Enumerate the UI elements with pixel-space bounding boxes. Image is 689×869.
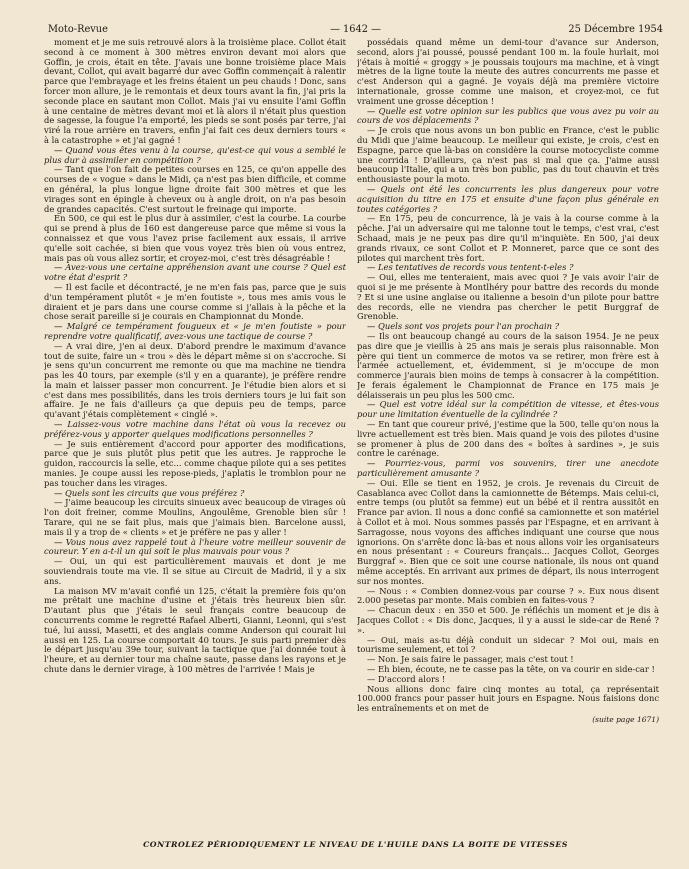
paragraph: moment et je me suis retrouvé alors à la troisième place. Collot était second à ce moment à 300 mètres environ devant moi alors que Goffin, je crois, était en tête. J'avais une bonne troisième place Mais devant, Collot, qui avait bagarré dur avec Goffin commençait à ralentir parce que l'embrayage et les freins étaient un peu chauds ! Donc, sans forcer mon allure, je le remontais et deux tours avant la fin, j'ai pris la seconde place en sautant mon Collot. Mais j'ai vu ensuite l'ami Goffin à une centaine de mètres devant moi et là alors il n'était plus question de sagesse, la fougue l'a emporté, les pieds se sont posés par terre, j'ai viré la roue arrière en travers, enfin j'ai fait ces deux derniers tours « à la catastrophe » et j'ai gagné ! bbox=[44, 38, 346, 145]
interview-question: — Vous nous avez rappelé tout à l'heure votre meilleur souvenir de coureur. Y en a-t-il un qui soit le plus mauvais pour vous ? bbox=[44, 536, 346, 557]
right-column bbox=[357, 38, 659, 824]
interview-question: — Laissez-vous votre machine dans l'état où vous la recevez ou préférez-vous y apporter quelques modifications personnelles ? bbox=[44, 419, 346, 439]
paragraph: — En 175, peu de concurrence, là je vais à la course comme à la pêche. J'ai un adversaire qui me talonne tout le temps, c'est vrai, c'est Schaad, mais je ne peux pas dire qu'il m'inquiète. En 500, j'ai deux grands rivaux, ce sont Collot et P. Monneret, parce que ce sont des pilotes qui marchent très fort. bbox=[357, 213, 659, 263]
paragraph: — Je crois que nous avons un bon public en France, c'est le public du Midi que j'aime beaucoup. Le meilleur qui existe, je crois, c'est en Espagne, parce que là-bas on considère la course motocycliste comme une corrida ! D'ailleurs, ça n'est pas si mal que ça. J'aime aussi beaucoup l'Italie, qui a un très bon public, pas du tout chauvin et très enthousiaste pour la moto. bbox=[357, 125, 659, 185]
paragraph: — J'aime beaucoup les circuits sinueux avec beaucoup de virages où l'on doit freiner, comme Moulins, Angoulême, Grenoble bien sûr ! Tarare, qui ne se fait plus, mais que j'aimais bien. Barcelone aussi, mais il y a trop de « clients » et je préfère ne pas y aller ! bbox=[44, 497, 346, 537]
paragraph: — Oui, elles me tenteraient, mais avec quoi ? Je vais avoir l'air de quoi si je me présente à Montlhéry pour battre des records du monde ? Et si une usine anglaise ou italienne a besoin d'un pilote pour battre des records, elle ne viendra pas chercher le petit Burggraf de Grenoble. bbox=[357, 272, 659, 322]
interview-question: — Avez-vous une certaine appréhension avant une course ? Quel est votre état d'esprit ? bbox=[44, 262, 346, 283]
page-header bbox=[48, 24, 663, 38]
paragraph: — A vrai dire, j'en ai deux. D'abord prendre le maximum d'avance tout de suite, faire un « trou » dès le départ même si on s'accroche. Si je sens qu'un concurrent me remonte ou que ma machine ne tiendra pas les 40 tours, par exemple (s'il y en a quarante), je préfère rendre la main et laisser passer mon concurrent. Je l'étudie bien alors et si c'est dans mes possibilités, dans les trois derniers tours je lui fait son affaire. Je ne fais d'ailleurs ça que depuis peu de temps, parce qu'avant j'étais complètement « cinglé ». bbox=[44, 340, 346, 420]
continued-note: (suite page 1671) bbox=[592, 714, 659, 724]
interview-question: — Pourriez-vous, parmi vos souvenirs, tirer une anecdote particulièrement amusante ? bbox=[357, 458, 659, 479]
paragraph: — Ils ont beaucoup changé au cours de la saison 1954. Je ne peux pas dire que je vieillis à 25 ans mais je serais plus raisonnable. Mon père qui tient un commerce de motos va se retirer, mon frère est à l'armée actuellement, et, évidemment, si je m'occupe de mon commerce j'aurais bien moins de temps à consacrer à la compétition. Je ferais également le Championnat de France en 175 mais je délaisserais un peu plus les 500 cmc. bbox=[357, 330, 659, 400]
issue-date: 25 Décembre 1954 bbox=[568, 24, 663, 35]
paragraph: — Nous : « Combien donnez-vous par course ? ». Eux nous disent 2.000 pesetas par monte. Mais combien en faites-vous ? bbox=[357, 585, 659, 606]
paragraph: possédais quand même un demi-tour d'avance sur Anderson, second, alors j'ai poussé, poussé pendant 100 m. la foule hurlait, moi j'étais à moitié « groggy » je poussais toujours ma machine, et à vingt mètres de la ligne toute la meute des autres concurrents me passe et c'est Anderson qui a gagné. Je voyais déjà ma première victoire internationale, grosse comme une maison, et croyez-moi, ce fut vraiment une grosse déception ! bbox=[357, 38, 659, 106]
interview-question: — Quel est votre idéal sur la compétition de vitesse, et êtes-vous pour une limitation éventuelle de la cylindrée ? bbox=[357, 399, 659, 420]
interview-question: — Quels ont été les concurrents les plus dangereux pour votre acquisition du titre en 175 et ensuite d'une façon plus générale en toutes catégories ? bbox=[357, 183, 659, 214]
interview-question: — Quelle est votre opinion sur les publics que vous avez pu voir au cours de vos déplacements ? bbox=[357, 105, 659, 126]
paragraph: — Non. Je sais faire le passager, mais c'est tout ! bbox=[367, 654, 574, 665]
paragraph: — Chacun deux : en 350 et 500. Je réfléchis un moment et je dis à Jacques Collot : « Dis donc, Jacques, il y a aussi le side-car de René ? ». bbox=[357, 605, 659, 635]
magazine-title: Moto-Revue bbox=[48, 24, 108, 35]
interview-question: — Quand vous êtes venu à la course, qu'est-ce qui vous a semblé le plus dur à assimiler en compétition ? bbox=[44, 144, 346, 165]
left-column bbox=[44, 38, 346, 824]
paragraph: La maison MV m'avait confié un 125, c'était la première fois qu'on me prêtait une machine d'usine et j'étais très heureux bien sûr. D'autant plus que j'étais le seul français contre beaucoup de concurrents comme le regretté Rafael Alberti, Gianni, Leonni, qui s'est tué, lui aussi, Masetti, et des anglais comme Anderson qui courait lui aussi en 125. La course comportait 40 tours. Je suis parti premier dès le départ jusqu'au 39e tour, suivant la tactique que j'ai donnée tout à l'heure, et au dernier tour ma chaîne saute, passe dans les rayons et je chute dans le dernier virage, à 100 mètres de l'arrivée ! Mais je bbox=[44, 585, 346, 674]
paragraph: En 500, ce qui est le plus dur à assimiler, c'est la courbe. La courbe qui se prend à plus de 160 est dangereuse parce que même si vous la connaissez et que vous l'avez prise facilement aux essais, il arrive qu'elle soit cachée, si bien que vous voyez très bien où vous entrez, mais pas où vous allez sortir, et croyez-moi, c'est très désagréable ! bbox=[44, 213, 346, 263]
paragraph: — En tant que coureur privé, j'estime que la 500, telle qu'on nous la livre actuellement est très bien. Mais quand je vois des pilotes d'usine se promener à plus de 200 dans des « boîtes à sardines », je suis contre le carénage. bbox=[357, 419, 659, 459]
paragraph: — Oui, un qui est particulièrement mauvais et dont je me souviendrais toute ma vie. Il se situe au Circuit de Madrid, il y a six ans. bbox=[44, 556, 346, 586]
paragraph: Nous allions donc faire cinq montes au total, ça représentait 100.000 francs pour passer huit jours en Espagne. Nous faisions donc les entraînements et on met de bbox=[357, 683, 659, 714]
footer-notice: CONTROLEZ PÉRIODIQUEMENT LE NIVEAU DE L'HUILE DANS LA BOITE DE VITESSES bbox=[143, 840, 568, 849]
interview-question: — Quels sont vos projets pour l'an prochain ? bbox=[367, 321, 560, 332]
page-number: — 1642 — bbox=[330, 24, 381, 35]
paragraph: — Oui, mais as-tu déjà conduit un sidecar ? Moi oui, mais en tourisme seulement, et toi ? bbox=[357, 634, 659, 655]
interview-question: — Quels sont les circuits que vous préférez ? bbox=[54, 487, 245, 498]
interview-question: — Les tentatives de records vous tentent-t-eles ? bbox=[367, 262, 574, 273]
paragraph: — Oui. Elle se tient en 1952, je crois. Je revenais du Circuit de Casablanca avec Collot dans la camionnette de Bétemps. Mais celui-ci, entre temps (ou plutôt sa femme) eut un bébé et il rentra aussitôt en France par avion. Il nous a donc confié sa camionnette et son matériel à Collot et à moi. Nous sommes passés par l'Espagne, et en arrivant à Sarragosse, nous voyons des affiches indiquant une course que nous ignorions. On s'arrête donc là-bas et nous allons voir les organisateurs en nous présentant : « Coureurs français... Jacques Collot, Georges Burggraf ». Bien que ce soit une course nationale, ils nous ont quand même acceptés. En arrivant aux primes de départ, ils nous interrogent sur nos montes. bbox=[357, 477, 659, 586]
paragraph: — Je suis entièrement d'accord pour apporter des modifications, parce que je suis plutôt plus petit que les autres. Je rapproche le guidon, raccourcis la selle, etc... comme chaque pilote qui a ses petites manies. Je coupe aussi les repose-pieds, j'aplatis le tromblon pour ne pas toucher dans les virages. bbox=[44, 438, 346, 488]
paragraph: — Il est facile et décontracté, je ne m'en fais pas, parce que je suis d'un tempérament plutôt « je m'en foutiste », tous mes amis vous le diraient et je pars dans une course comme si j'allais à la pêche et la chose serait pareille si je courais en Championnat du Monde. bbox=[44, 281, 346, 322]
paragraph: — Tant que l'on fait de petites courses en 125, ce qu'on appelle des courses de « vogue » dans le Midi, ça n'est pas bien difficile, et comme en général, la plus longue ligne droite fait 300 mètres et que les virages sont en épingle à cheveux ou à angle droit, on n'a pas besoin de grandes capacités. C'est surtout le freinage qui importe. bbox=[44, 164, 346, 214]
interview-question: — Malgré ce tempérament fougueux et « je m'en foutiste » pour reprendre votre qualificatif, avez-vous une tactique de course ? bbox=[44, 321, 346, 341]
paragraph: — D'accord alors ! bbox=[367, 673, 446, 684]
paragraph: — Eh bien, écoute, ne te casse pas la tête, on va courir en side-car ! bbox=[367, 664, 655, 674]
